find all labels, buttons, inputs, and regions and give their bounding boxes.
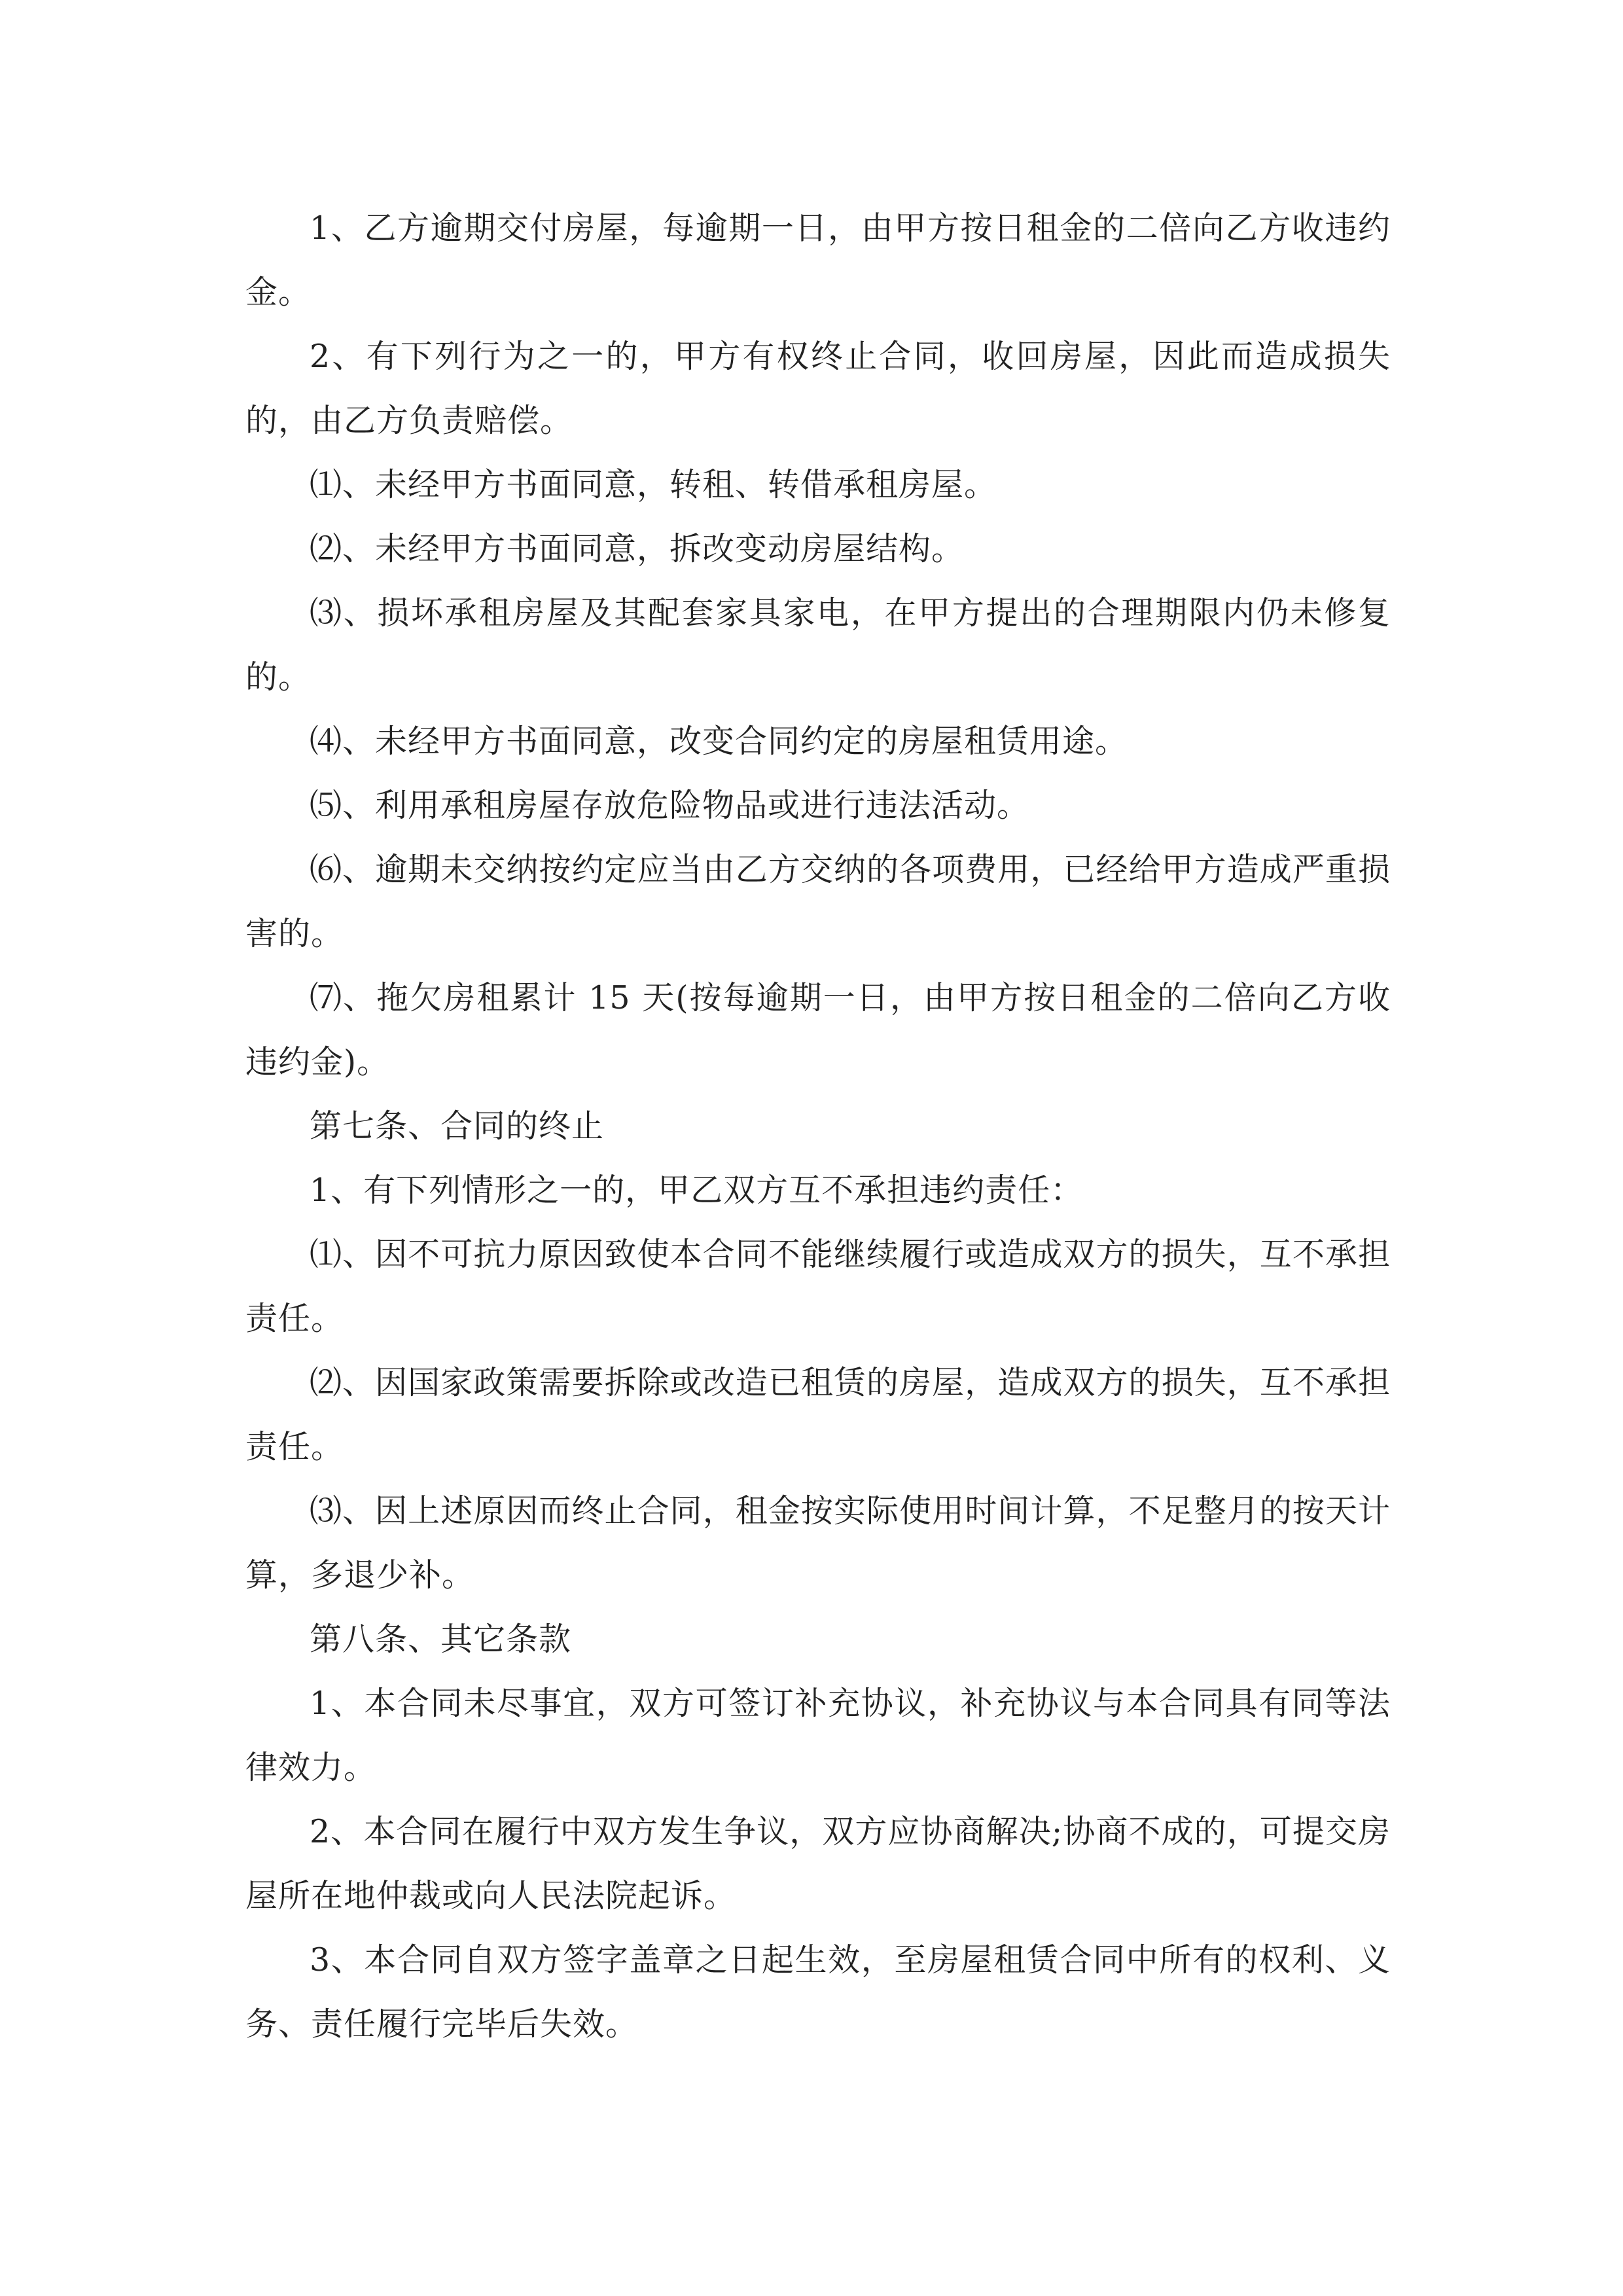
paragraph-termination-rights: 2、有下列行为之一的，甲方有权终止合同，收回房屋，因此而造成损失的，由乙方负责赔偿。 <box>245 338 1391 439</box>
contract-text <box>245 196 1391 2056</box>
article-seven-heading: 第七条、合同的终止 <box>310 1107 605 1145</box>
clause-unpaid-fees: ⑹、逾期未交纳按约定应当由乙方交纳的各项费用，已经给甲方造成严重损害的。 <box>245 851 1391 952</box>
paragraph-effectiveness: 3、本合同自双方签字盖章之日起生效，至房屋租赁合同中所有的权利、义务、责任履行完毕后失效。 <box>245 1941 1391 2043</box>
paragraph-breach-delivery: 1、乙方逾期交付房屋，每逾期一日，由甲方按日租金的二倍向乙方收违约金。 <box>245 209 1391 311</box>
clause-force-majeure: ⑴、因不可抗力原因致使本合同不能继续履行或造成双方的损失，互不承担责任。 <box>245 1236 1391 1337</box>
clause-structure-change: ⑵、未经甲方书面同意，拆改变动房屋结构。 <box>310 530 965 567</box>
clause-rent-arrears: ⑺、拖欠房租累计 15 天(按每逾期一日，由甲方按日租金的二倍向乙方收违约金)。 <box>245 979 1391 1081</box>
paragraph-disputes: 2、本合同在履行中双方发生争议，双方应协商解决;协商不成的，可提交房屋所在地仲裁或向人民法院起诉。 <box>245 1813 1391 1914</box>
clause-sublet: ⑴、未经甲方书面同意，转租、转借承租房屋。 <box>310 466 997 503</box>
clause-rent-settlement: ⑶、因上述原因而终止合同，租金按实际使用时间计算，不足整月的按天计算，多退少补。 <box>245 1492 1391 1594</box>
clause-usage-change: ⑷、未经甲方书面同意，改变合同约定的房屋租赁用途。 <box>310 723 1128 760</box>
paragraph-supplementary: 1、本合同未尽事宜，双方可签订补充协议，补充协议与本合同具有同等法律效力。 <box>245 1685 1391 1786</box>
clause-government-policy: ⑵、因国家政策需要拆除或改造已租赁的房屋，造成双方的损失，互不承担责任。 <box>245 1364 1391 1465</box>
article-eight-heading: 第八条、其它条款 <box>310 1621 572 1658</box>
clause-dangerous-goods: ⑸、利用承租房屋存放危险物品或进行违法活动。 <box>310 787 1030 824</box>
paragraph-no-liability: 1、有下列情形之一的，甲乙双方互不承担违约责任： <box>310 1172 1084 1209</box>
clause-damage: ⑶、损坏承租房屋及其配套家具家电，在甲方提出的合理期限内仍未修复的。 <box>245 594 1391 696</box>
